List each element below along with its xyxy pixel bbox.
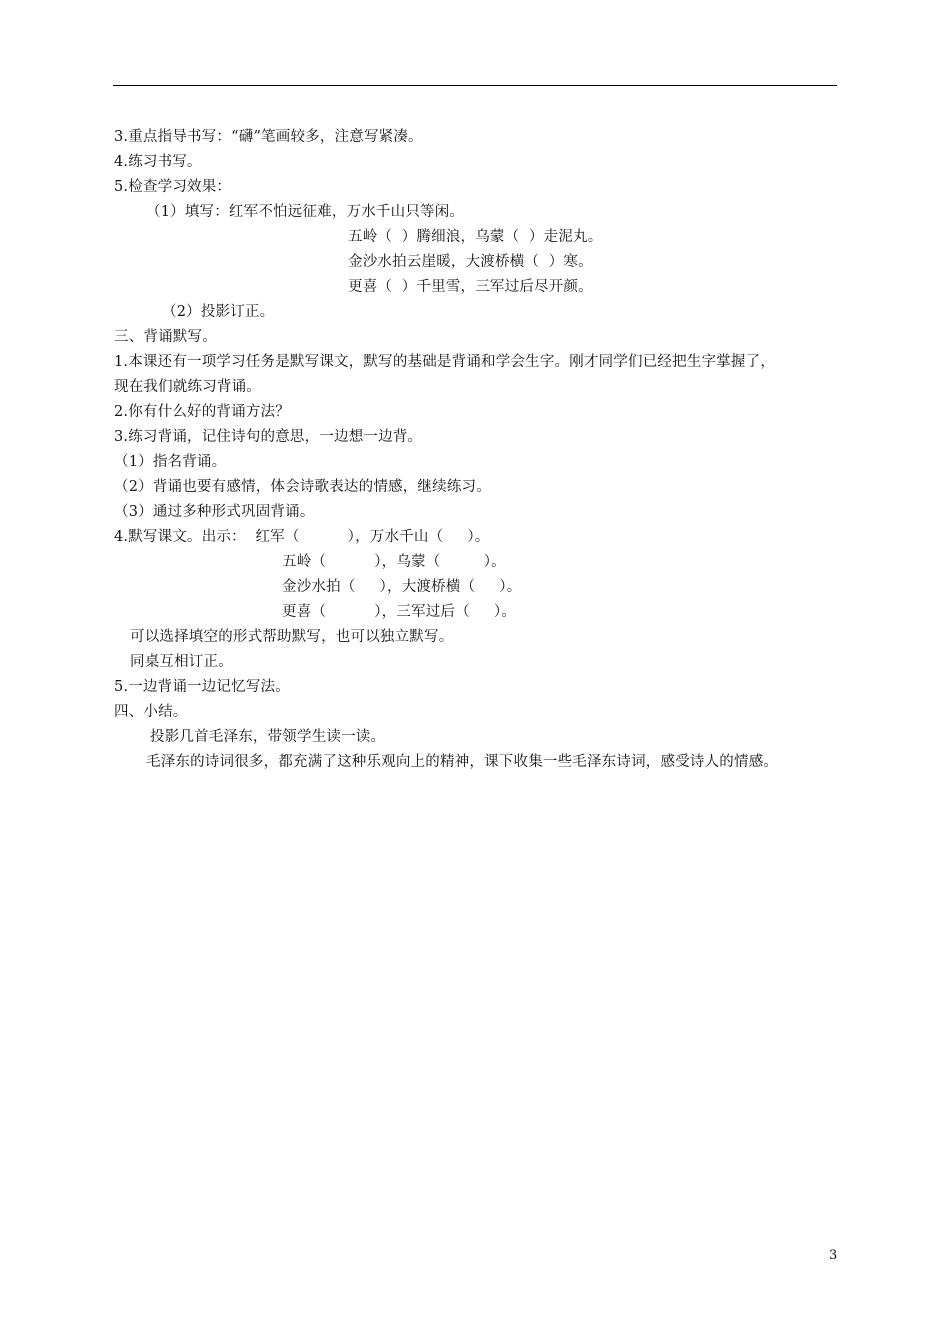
section-heading: 四、小结。 [114,704,188,720]
text-line: （1）指名背诵。 [114,454,227,470]
text-line: 5.检查学习效果： [114,179,232,195]
text-line: （1）填写：红军不怕远征难，万水千山只等闲。 [146,204,465,220]
text-line: （2）背诵也要有感情，体会诗歌表达的情感，继续练习。 [114,479,491,495]
text-line: 5.一边背诵一边记忆写法。 [114,679,290,695]
text-line: 毛泽东的诗词很多，都充满了这种乐观向上的精神，课下收集一些毛泽东诗词，感受诗人的情感。 [146,754,779,770]
text-line: 可以选择填空的形式帮助默写，也可以独立默写。 [130,629,454,645]
text-line: 4.默写课文。出示： 红军（ ），万水千山（ ）。 [114,529,490,545]
text-line: （3）通过多种形式巩固背诵。 [114,504,315,520]
text-line: 金沙水拍云崖暖，大渡桥横（ ）寒。 [348,254,593,270]
text-line: 3.练习背诵，记住诗句的意思，一边想一边背。 [114,429,423,445]
text-line: 3.重点指导书写：“礴”笔画较多，注意写紧凑。 [114,129,423,145]
section-heading: 三、背诵默写。 [114,329,217,345]
page-number: 3 [829,1248,838,1263]
text-line: 五岭（ ），乌蒙（ ）。 [282,554,506,570]
text-line: 1.本课还有一项学习任务是默写课文，默写的基础是背诵和学会生字。刚才同学们已经把生字掌握了， [114,354,776,370]
text-line: 金沙水拍（ ），大渡桥横（ ）。 [282,579,522,595]
text-line: 同桌互相订正。 [130,654,233,670]
header-rule [113,85,837,86]
text-line: 投影几首毛泽东，带领学生读一读。 [150,729,386,745]
text-line: 更喜（ ）千里雪，三军过后尽开颜。 [348,279,593,295]
text-line: 五岭（ ）腾细浪，乌蒙（ ）走泥丸。 [348,229,603,245]
text-line: 4.练习书写。 [114,154,202,170]
text-line: 现在我们就练习背诵。 [114,379,261,395]
text-line: 2.你有什么好的背诵方法？ [114,404,290,420]
text-line: 更喜（ ），三军过后（ ）。 [282,604,517,620]
text-line: （2）投影订正。 [162,304,275,320]
